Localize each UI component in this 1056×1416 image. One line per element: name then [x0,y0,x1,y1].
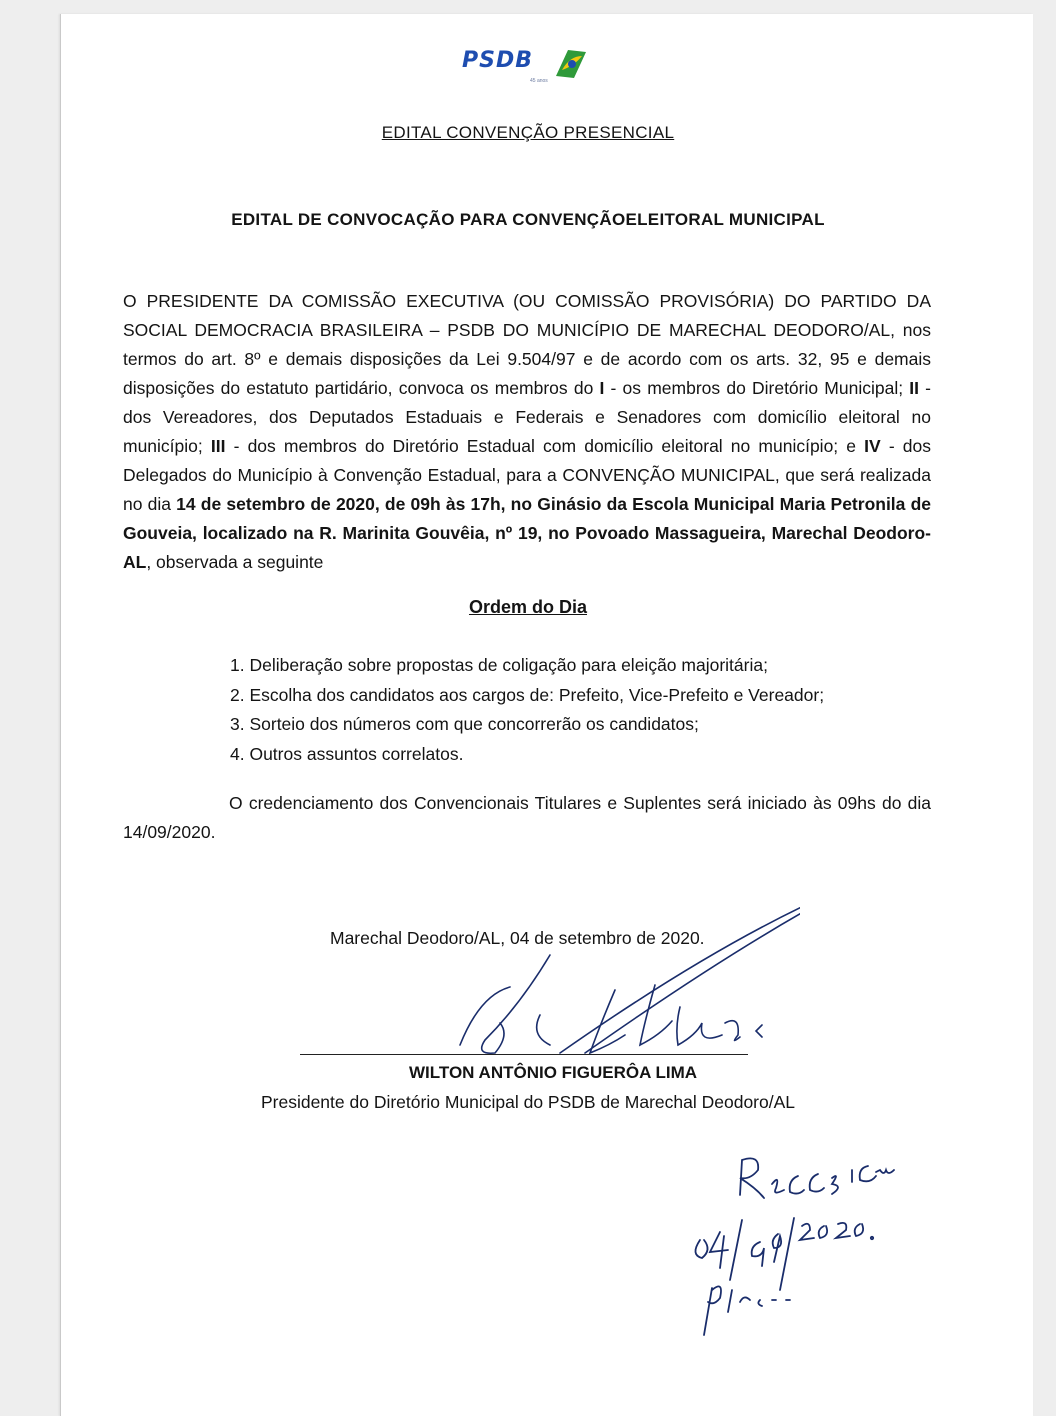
logo-mark-icon [548,46,588,80]
paragraph-text-3: - dos membros do Diretório Estadual com domicílio eleitoral no município; e [225,436,865,456]
handwritten-signature [440,895,800,1075]
paragraph-text-4: - dos Delegados do Município à Convenção Estadual, para a CONVENÇÃO MUNICIPAL, que será realizada no dia [123,436,931,514]
agenda-item: 4. Outros assuntos correlatos. [230,743,464,764]
paragraph-ending: , observada a seguinte [146,552,324,572]
roman-numeral-1: I [599,378,605,398]
paragraph-text-2: -dos Vereadores, dos Deputados Estaduais e Federais e Senadores com domicílio eleitoral no município; [123,378,932,456]
agenda-list [230,651,824,769]
psdb-logo [462,44,597,94]
roman-numeral-2: II [909,378,919,398]
logo-text: PSDB [462,48,533,73]
document-subtitle: EDITAL DE CONVOCAÇÃO PARA CONVENÇÃOELEITORAL MUNICIPAL [231,210,825,229]
agenda-title: Ordem do Dia [468,597,588,617]
paragraph-text-1: - os membros do Diretório Municipal; [604,378,910,398]
document-title: EDITAL CONVENÇÃO PRESENCIAL [381,123,675,142]
signer-role: Presidente do Diretório Municipal do PSDB de Marechal Deodoro/AL [260,1092,796,1112]
logo-subtext: 45 anos [530,78,548,84]
place-date: Marechal Deodoro/AL, 04 de setembro de 2020. [330,928,705,948]
agenda-item: 3. Sorteio dos números com que concorrerão os candidatos; [230,714,699,734]
handwritten-receipt-note [680,1140,920,1340]
signature-line [300,1054,748,1055]
roman-numeral-4: IV [864,436,881,456]
paragraph-intro: O PRESIDENTE DA COMISSÃO EXECUTIVA (OU COMISSÃO PROVISÓRIA) DO PARTIDO DA SOCIAL DEMOCRACIA BRASILEIRA – PSDB DO MUNICÍPIO DE MARECHAL DEODORO/AL, nos termos do art. 8º e demais disposições da Lei 9.504/97 e de acordo com os arts. 32, 95 e demais disposições do estatuto partidário, convoca os membros do [123,291,931,398]
agenda-item: 1. Deliberação sobre propostas de coligação para eleição majoritária; [230,655,768,675]
roman-numeral-3: III [210,436,226,456]
event-details: 14 de setembro de 2020, de 09h às 17h, no Ginásio da Escola Municipal Maria Petronila de Gouveia, localizado na R. Marinita Gouvêia, nº 19, no Povoado Massagueira, Marechal Deodoro-AL [123,494,931,572]
signer-name: WILTON ANTÔNIO FIGUERÔA LIMA [408,1063,698,1082]
convocation-paragraph [123,287,931,577]
credentialing-paragraph: O credenciamento dos Convencionais Titulares e Suplentes será iniciado às 09hs do dia 14/09/2020. [123,793,931,842]
agenda-item: 2. Escolha dos candidatos aos cargos de: Prefeito, Vice-Prefeito e Vereador; [230,684,825,705]
